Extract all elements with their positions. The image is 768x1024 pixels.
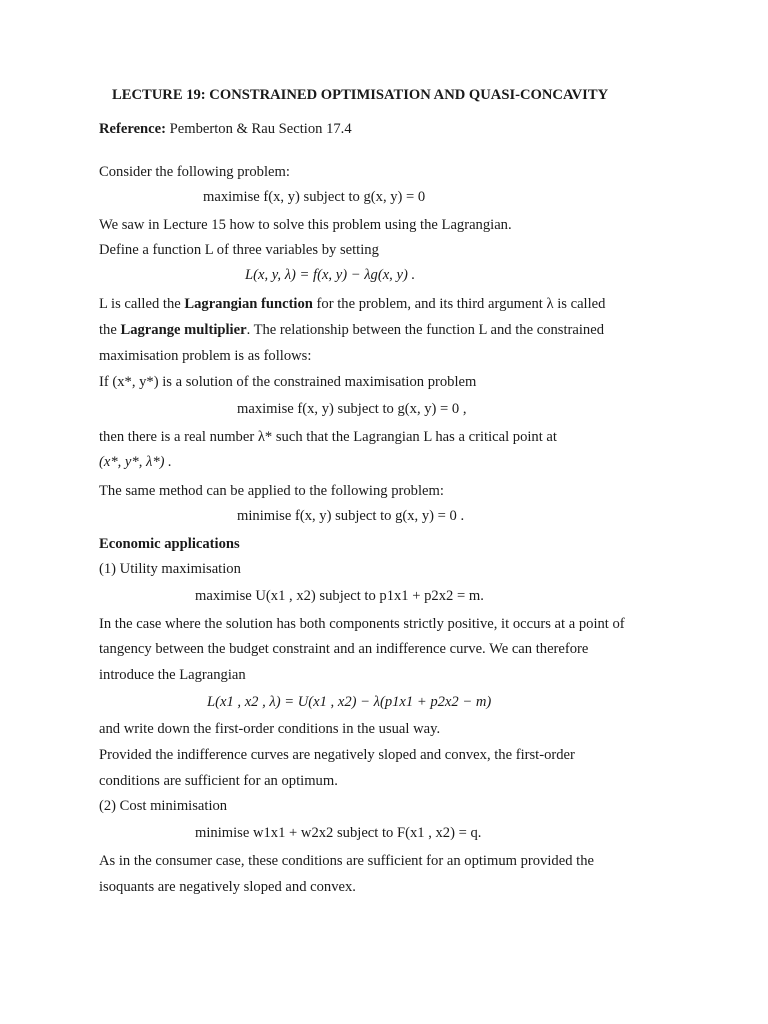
reference-text: Pemberton & Rau Section 17.4 <box>165 121 352 137</box>
utility-lagrangian: L(x1 , x2 , λ) = U(x1 , x2) − λ(p1x1 + p2x2 − m) <box>207 694 492 710</box>
lagrangian-text-1 <box>99 295 605 313</box>
text-fragment: for the problem, and its third argument λ is called <box>312 296 606 312</box>
lagrangian-text-2 <box>99 321 604 339</box>
text-fragment: . The relationship between the function L and the constrained <box>246 322 604 338</box>
lagrangian-text-3: maximisation problem is as follows: <box>99 348 312 364</box>
critical-point: (x*, y*, λ*) . <box>99 454 172 470</box>
problem-1: maximise f(x, y) subject to g(x, y) = 0 <box>203 189 426 205</box>
lagrangian-text-7: The same method can be applied to the following problem: <box>99 483 444 499</box>
lagrangian-function-term: Lagrangian function <box>184 296 313 312</box>
utility-text-4: and write down the first-order conditions in the usual way. <box>99 721 441 737</box>
utility-text-3: introduce the Lagrangian <box>99 667 246 683</box>
cost-heading: (2) Cost minimisation <box>99 798 228 814</box>
utility-text-1: In the case where the solution has both components strictly positive, it occurs at a point of <box>99 616 625 632</box>
economic-applications-heading: Economic applications <box>99 536 240 552</box>
lagrangian-text-5: then there is a real number λ* such that the Lagrangian L has a critical point at <box>99 429 557 445</box>
utility-heading: (1) Utility maximisation <box>99 561 241 577</box>
cost-problem: minimise w1x1 + w2x2 subject to F(x1 , x2) = q. <box>195 825 482 841</box>
lagrangian-text-4: If (x*, y*) is a solution of the constrained maximisation problem <box>99 374 477 390</box>
utility-text-6: conditions are sufficient for an optimum. <box>99 773 338 789</box>
lecture15-line: We saw in Lecture 15 how to solve this problem using the Lagrangian. <box>99 217 512 233</box>
problem-3: minimise f(x, y) subject to g(x, y) = 0 . <box>237 508 465 524</box>
cost-text-1: As in the consumer case, these conditions are sufficient for an optimum provided the <box>99 853 594 869</box>
text-fragment: L is called the <box>99 296 185 312</box>
consider-line: Consider the following problem: <box>99 164 290 180</box>
cost-text-2: isoquants are negatively sloped and convex. <box>99 879 356 895</box>
lecture-title: LECTURE 19: CONSTRAINED OPTIMISATION AND QUASI-CONCAVITY <box>112 87 609 103</box>
define-line: Define a function L of three variables by setting <box>99 242 379 258</box>
lagrange-multiplier-term: Lagrange multiplier <box>120 322 247 338</box>
reference-line <box>99 120 352 138</box>
lagrangian-definition: L(x, y, λ) = f(x, y) − λg(x, y) . <box>245 267 416 283</box>
reference-label: Reference: <box>99 121 166 137</box>
problem-2: maximise f(x, y) subject to g(x, y) = 0 , <box>237 401 467 417</box>
text-fragment: the <box>99 322 121 338</box>
utility-text-5: Provided the indifference curves are negatively sloped and convex, the first-order <box>99 747 575 763</box>
utility-problem: maximise U(x1 , x2) subject to p1x1 + p2x2 = m. <box>195 588 484 604</box>
utility-text-2: tangency between the budget constraint and an indifference curve. We can therefore <box>99 641 589 657</box>
